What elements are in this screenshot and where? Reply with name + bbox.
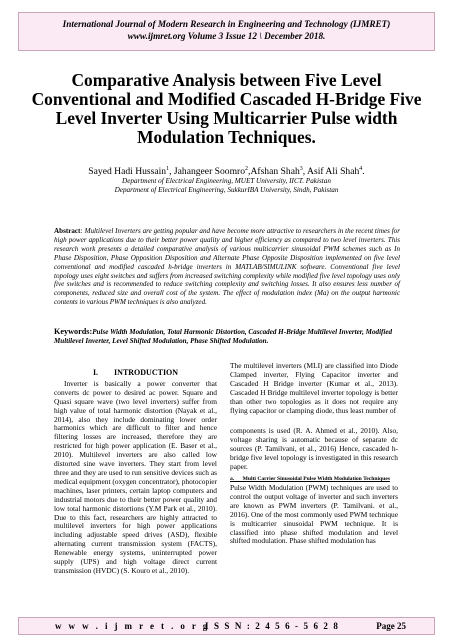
author-list [18,163,435,178]
subsection-heading: a. Multi Carrier Sinusoidal Pulse Width Modulation Techniques [230,475,390,482]
abstract [54,227,400,307]
author-affiliation-mark: 4 [359,166,363,172]
left-column [54,369,217,576]
affiliation-2: Department of Electrical Engineering, SukkurIBA University, Sindh, Pakistan [114,186,339,194]
author-separator: , [302,166,308,178]
author-affiliation-mark: 3 [299,166,303,172]
journal-name: International Journal of Modern Research in Engineering and Technology (IJMRET) [62,19,391,29]
author-name: Afshan Shah [250,166,300,178]
abstract-label: Abstract [54,227,81,235]
author-separator: . [362,166,365,178]
author-separator: , [169,166,174,178]
intro-paragraph-2: The multilevel inverters (MLI) are classified into Diode Clamped inverter, Flying Capacitor inverter and Cascaded H Bridge inverter (Kumar et al., 2013). Cascaded H Bridge multilevel inverter topology is better than other two topologies as it does not require any flying capacitor or clamping diode, thus least number of [230,361,398,415]
journal-header [18,12,435,51]
journal-issue: www.ijmret.org Volume 3 Issue 12 \ December 2018. [127,31,326,41]
footer-url: w w w . i j m r e t . o r g [55,621,210,631]
author-name: Asif Ali Shah [307,166,360,178]
intro-paragraph-1: Inverter is basically a power converter that converts dc power to desired ac power. Square and Quasi square wave (two level inverters) suffer from high value of total harmonic distortion (Nayak et al., 2014), also they include dominating lower order harmonics which are difficult to filter and hence filtering losses are increased, therefore they are restricted for high power application (E. Baser et al., 2010). Multilevel inverters are also called low distorted sine wave inverters. They start from level three and they are used to run sensitive devices such as medical equipment (oxygen concentrator), photocopier machines, laser printers, certain laptop computers and industrial motors due to their better power quality and low total harmonic distortions (Y.M Park et al., 2010). Due to this fact, researchers are highly attracted to multilevel inverters for high power applications including adjustable speed drives (ASD), flexible alternating current transmission system (FACTS), Renewable energy systems, uninterrupted power supply (UPS) and high voltage direct current transmission (HVDC) (S. Kouro et al., 2010). [54,378,217,575]
paper-title: Comparative Analysis between Five Level Conventional and Modified Cascaded H-Bridge Five Level Inverter Using Multicarrier Pulse width Modulation Techniques. [31,70,422,147]
keywords-label: Keywords: [54,327,93,336]
abstract-text: : Multilevel Inverters are getting popular and have become more attractive to researchers in the recent times for high power applications due to their better power quality and higher efficiency as compared to two level inverters. This research work presents a detailed comparative analysis of various multicarrier sinusoidal PWM schemes such as In Phase Disposition, Phase Opposition Disposition and Alternate Phase Opposite Disposition implemented on five level conventional and modified cascaded h-bridge inverters in MATLAB/SIMULINK software. Conventional five level topology uses eight switches and suffers from increased switching complexity while modified five level topology uses only five switches and is recommended to reduce switching complexity and switching losses. It also ensures less number of components, reduced size and overall cost of the system. The effect of modulation index (Ma) on the output harmonic contents in various PWM techniques is also analyzed. [54,227,400,307]
section-heading: I. INTRODUCTION [92,368,179,377]
keywords [54,327,400,346]
intro-paragraph-3: components is used (R. A. Ahmed et al., 2010). Also, voltage sharing is automatic because of separate dc sources (P. Tamilvani, et al., 2016) Hence, cascaded h-bridge five level topology is investigated in this research paper. [230,426,398,472]
intro-paragraph-4: Pulse Width Modulation (PWM) techniques are used to control the output voltage of inverter and such inverters are known as PWM inverters (P. Tamilvani. et al., 2016). One of the most commonly used PWM technique is multicarrier sinusoidal PWM technique. It is classified into phase shifted modulation and level shifted modulation. Phase shifted modulation has [230,482,398,546]
author-name: Sayed Hadi Hussain [88,166,167,178]
author-separator: , [248,166,251,178]
author-affiliation-mark: 2 [245,166,249,172]
footer-issn: I S S N : 2 4 5 6 - 5 6 2 8 [205,621,340,631]
author-name: Jahangeer Soomro [173,166,246,178]
affiliation-1: Department of Electrical Engineering, MUET University, IICT. Pakistan [122,177,331,185]
author-affiliation-mark: 1 [166,166,170,172]
right-column [230,362,398,546]
page-number: Page 25 [376,621,406,631]
page-footer [18,617,435,635]
keywords-text: Pulse Width Modulation, Total Harmonic Distortion, Cascaded H-Bridge Multilevel Inverter, Modified Multilevel Inverter, Level Shifted Modulation, Phase Shifted Modulation. [54,328,393,345]
